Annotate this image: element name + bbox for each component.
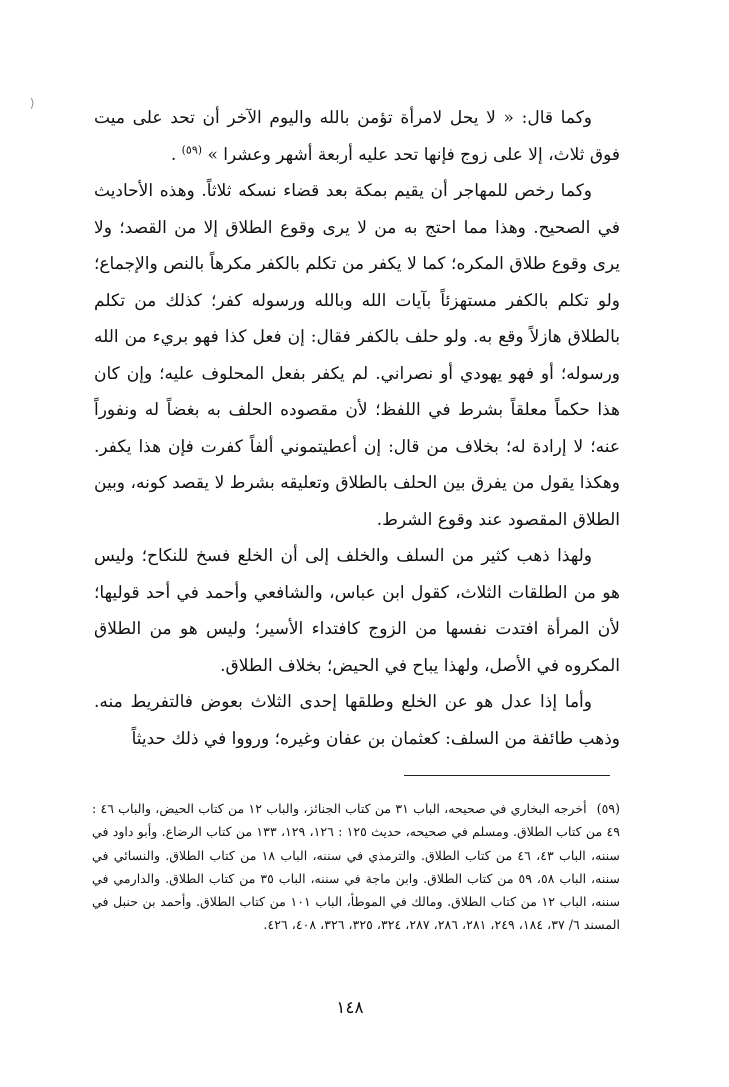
margin-mark: ⟩ <box>30 96 35 110</box>
footnote <box>92 797 620 937</box>
paragraph-2: وكما رخص للمهاجر أن يقيم بمكة بعد قضاء نسكه ثلاثاً. وهذه الأحاديث في الصحيح. وهذا مما احتج به من لا يرى وقوع الطلاق إلا من القصد؛ ولا يرى وقوع طلاق المكره؛ كما لا يكفر من تكلم بالكفر مكرهاً بالنص والإجماع؛ ولو تكلم بالكفر مستهزئاً بآيات الله وبالله ورسوله كفر؛ كذلك من تكلم بالطلاق هازلاً وقع به. ولو حلف بالكفر فقال: إن فعل كذا فهو بريء من الله ورسوله؛ أو فهو يهودي أو نصراني. لم يكفر بفعل المحلوف عليه؛ وإن كان هذا حكماً معلقاً بشرط في اللفظ؛ لأن مقصوده الحلف به بغضاً له ونفوراً عنه؛ لا إرادة له؛ بخلاف من قال: إن أعطيتموني ألفاً كفرت فإن هذا يكفر. وهكذا يقول من يفرق بين الحلف بالطلاق وتعليقه بشرط لا يقصد كونه، وبين الطلاق المقصود عند وقوع الشرط. <box>94 181 620 530</box>
paragraph-3: ولهذا ذهب كثير من السلف والخلف إلى أن الخلع فسخ للنكاح؛ وليس هو من الطلقات الثلاث، كقول ابن عباس، والشافعي وأحمد في أحد قوليها؛ لأن المرأة افتدت نفسها من الزوج كافتداء الأسير؛ وليس هو من الطلاق المكروه في الأصل، ولهذا يباح في الحيض؛ بخلاف الطلاق. <box>94 546 620 676</box>
main-text <box>94 100 620 757</box>
footnote-reference[interactable]: (٥٩) <box>181 142 203 156</box>
paragraph-1: وكما قال: « لا يحل لامرأة تؤمن بالله واليوم الآخر أن تحد على ميت فوق ثلاث، إلا على زوج فإنها تحد عليه أربعة أشهر وعشرا » $^{(٥٩)}$ . <box>94 108 620 165</box>
footnote-text: أخرجه البخاري في صحيحه، الباب ٣١ من كتاب الجنائز، والباب ١٢ من كتاب الحيض، والباب ٤٦ : ٤٩ من كتاب الطلاق. ومسلم في صحيحه، حديث ١٢٥ : ١٢٦، ١٢٩، ١٣٣ من كتاب الرضاع. وأبو داود في سننه، الباب ٤٣، ٤٦ من كتاب الطلاق. والترمذي في سننه، الباب ١٨ من كتاب الطلاق. والنسائي في سننه، الباب ٥٨، ٥٩ من كتاب الطلاق. وابن ماجة في سننه، الباب ٣٥ من كتاب الطلاق. والدارمي في سننه، الباب ١٢ من كتاب الطلاق. ومالك في الموطأ، الباب ١٠١ من كتاب الطلاق. وأحمد بن حنبل في المسند ٦/ ٣٧، ١٨٤، ٢٤٩، ٢٨١، ٢٨٦، ٢٨٧، ٣٢٤، ٣٢٥، ٣٢٦، ٤٠٨، ٤٢٦. <box>92 801 620 933</box>
footnote-number: (٥٩) <box>596 801 621 816</box>
paragraph-1-text: وكما قال: « لا يحل لامرأة تؤمن بالله واليوم الآخر أن تحد على ميت فوق ثلاث، إلا على زوج فإنها تحد عليه أربعة أشهر وعشرا » <box>94 108 620 165</box>
footnote-59 <box>92 797 620 937</box>
paragraph-4: وأما إذا عدل هو عن الخلع وطلقها إحدى الثلاث بعوض فالتفريط منه. وذهب طائفة من السلف: كعثمان بن عفان وغيره؛ ورووا في ذلك حديثاً <box>94 692 620 749</box>
footnote-divider <box>404 775 610 776</box>
page-number: ١٤٨ <box>336 998 364 1018</box>
